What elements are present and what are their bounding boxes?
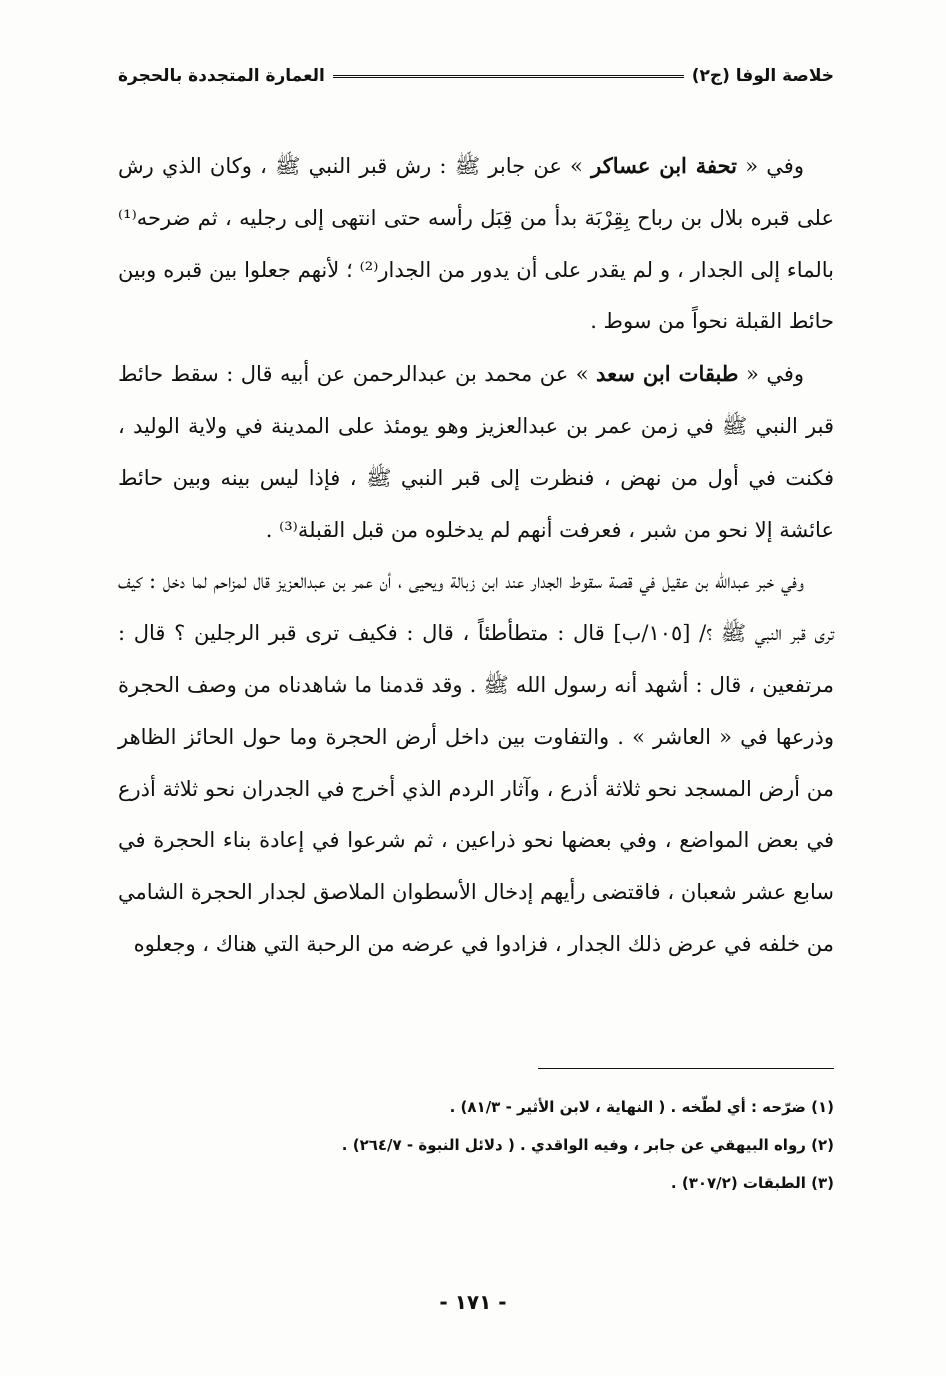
header-section-title: العمارة المتجددة بالحجرة [118,66,325,86]
footnote-separator [538,1068,834,1069]
page-number: - ١٧١ - [439,1290,507,1314]
paragraph-3: وفي خبر عبدالله بن عقيل في قصة سقوط الجدار عند ابن زبالة ويحيى ، أن عمر بن عبدالعزيز قال لمزاحم لما دخل : كيف ترى قبر النبي ﷺ ؟/ [١٠٥/ب] قال : متطأطئاً ، قال : فكيف ترى قبر الرجلين ؟ قال : مرتفعين ، قال : أشهد أنه رسول الله ﷺ . وقد قدمنا ما شاهدناه من وصف الحجرة وذرعها في « العاشر » . والتفاوت بين داخل أرض الحجرة وما حول الحائز الظاهر من أرض المسجد نحو ثلاثة أذرع ، وآثار الردم الذي أخرج في الجدران نحو ثلاثة أذرع في بعض المواضع ، وفي بعضها نحو ذراعين ، ثم شرعوا في إعادة بناء الحجرة في سابع عشر شعبان ، فاقتضى رأيهم إدخال الأسطوان الملاصق لجدار الحجرة الشامي من خلفه في عرض ذلك الجدار ، فزادوا في عرضه من الرحبة التي هناك ، وجعلوه [118,569,834,956]
footnote: (٣) الطبقات (٣٠٧/٢) . [670,1174,834,1192]
running-header [118,60,834,92]
footnotes [200,1088,834,1202]
paragraph-2: وفي « طبقات ابن سعد » عن محمد بن عبدالرحمن عن أبيه قال : سقط حائط قبر النبي ﷺ في زمن عمر بن عبدالعزيز وهو يومئذ على المدينة في ولاية الوليد ، فكنت في أول من نهض ، فنظرت إلى قبر النبي ﷺ ، فإذا ليس بينه وبين حائط عائشة إلا نحو من شبر ، فعرفت أنهم لم يدخلوه من قبل القبلة⁽³⁾ . [118,361,834,542]
main-text [118,140,834,971]
book-reference: تحفة ابن عساكر [591,153,738,178]
header-book-title: خلاصة الوفا (ج٢) [691,66,834,86]
footnote: (٢) رواه البيهقي عن جابر ، وفيه الواقدي . ( دلائل النبوة - ٢٦٤/٧) . [341,1136,834,1154]
paragraph-1: وفي « تحفة ابن عساكر » عن جابر ﷺ : رش قبر النبي ﷺ ، وكان الذي رش على قبره بلال بن رباح بِقِرْبَة بدأ من قِبَل رأسه حتى انتهى إلى رجليه ، ثم ضرحه⁽¹⁾ بالماء إلى الجدار ، و لم يقدر على أن يدور من الجدار⁽²⁾ ؛ لأنهم جعلوا بين قبره وبين حائط القبلة نحواً من سوط . [118,153,834,334]
footnote: (١) ضرّحه : أي لطّخه . ( النهاية ، لابن الأثير - ٨١/٣) . [449,1098,834,1116]
book-reference: طبقات ابن سعد [596,361,739,387]
header-rule [333,75,684,78]
